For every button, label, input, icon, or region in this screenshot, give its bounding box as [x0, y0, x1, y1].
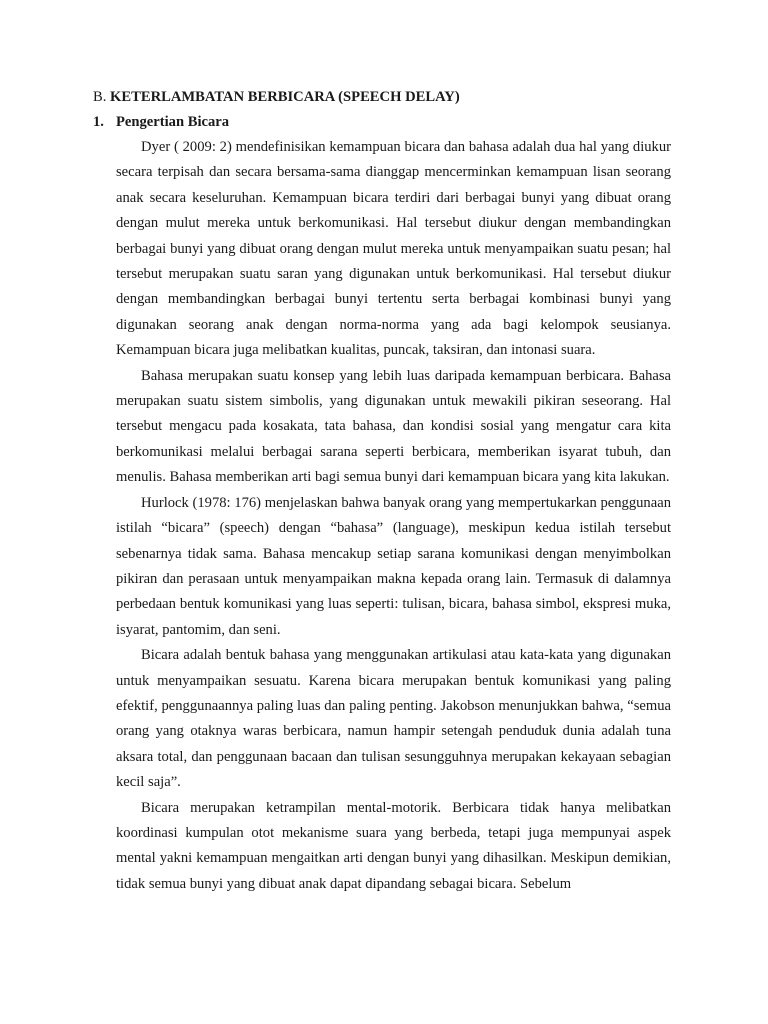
section-title: KETERLAMBATAN BERBICARA (SPEECH DELAY) — [110, 89, 460, 105]
section-heading — [93, 87, 460, 107]
paragraph: Bicara adalah bentuk bahasa yang menggunakan artikulasi atau kata-kata yang digunakan untuk menyampaikan sesuatu. Karena bicara merupakan bentuk komunikasi yang paling efektif, penggunaannya paling luas dan paling penting. Jakobson menunjukkan bahwa, “semua orang yang otaknya waras berbicara, namun hampir setengah penduduk dunia adalah tuna aksara total, dan penggunaan bacaan dan tulisan sesungguhnya merupakan kekayaan sebagian kecil saja”. — [116, 647, 671, 791]
paragraph: Dyer ( 2009: 2) mendefinisikan kemampuan bicara dan bahasa adalah dua hal yang diukur secara terpisah dan secara bersama-sama dianggap mencerminkan kemampuan lisan seorang anak secara keseluruhan. Kemampuan bicara terdiri dari berbagai bunyi yang dibuat orang dengan mulut mereka untuk berkomunikasi. Hal tersebut diukur dengan membandingkan berbagai bunyi yang dibuat orang dengan mulut mereka untuk menyampaikan suatu pesan; hal tersebut merupakan suatu saran yang digunakan untuk berkomunikasi. Hal tersebut diukur dengan membandingkan berbagai bunyi tertentu serta berbagai kombinasi bunyi yang digunakan seorang anak dengan norma-norma yang ada bagi kelompok seusianya. Kemampuan bicara juga melibatkan kualitas, puncak, taksiran, dan intonasi suara. — [116, 139, 671, 359]
section-marker: B. — [93, 89, 107, 105]
subsection-heading — [93, 112, 229, 132]
paragraph: Hurlock (1978: 176) menjelaskan bahwa banyak orang yang mempertukarkan penggunaan istilah “bicara” (speech) dengan “bahasa” (language), meskipun kedua istilah tersebut sebenarnya tidak sama. Bahasa mencakup setiap sarana komunikasi dengan menyimbolkan pikiran dan perasaan untuk menyampaikan makna kepada orang lain. Termasuk di dalamnya perbedaan bentuk komunikasi yang luas seperti: tulisan, bicara, bahasa simbol, ekspresi muka, isyarat, pantomim, dan seni. — [116, 494, 671, 638]
subsection-number: 1. — [93, 114, 104, 130]
body-text — [116, 135, 671, 897]
paragraph: Bicara merupakan ketrampilan mental-motorik. Berbicara tidak hanya melibatkan koordinasi kumpulan otot mekanisme suara yang berbeda, tetapi juga mempunyai aspek mental yakni kemampuan mengaitkan arti dengan bunyi yang dihasilkan. Meskipun demikian, tidak semua bunyi yang dibuat anak dapat dipandang sebagai bicara. Sebelum — [116, 799, 671, 892]
paragraph: Bahasa merupakan suatu konsep yang lebih luas daripada kemampuan berbicara. Bahasa merupakan suatu sistem simbolis, yang digunakan untuk mewakili pikiran seseorang. Hal tersebut mengacu pada kosakata, tata bahasa, dan kondisi sosial yang mengatur cara kita berkomunikasi melalui berbagai sarana seperti berbicara, memberikan isyarat tubuh, dan menulis. Bahasa memberikan arti bagi semua bunyi dari kemampuan bicara yang kita lakukan. — [116, 367, 671, 486]
subsection-title: Pengertian Bicara — [116, 114, 230, 130]
